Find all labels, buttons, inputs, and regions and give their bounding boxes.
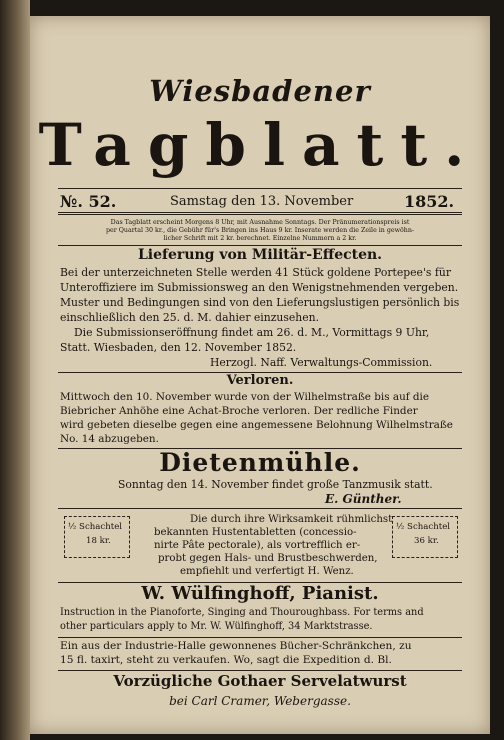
rule-dateline bbox=[58, 212, 462, 215]
newspaper-page: Wiesbadener Tagblatt. №. 52. Samstag den 13. November 1852. Das Tagblatt erscheint Morgens 8 Uhr, mit Ausnahme Sonntags. Der Pränumerationspreis ist per Quartal 30 kr., die Gebühr für's Bringen ins Haus 9 kr. Inserate werden die Zeile in gewöhn- licher Schrift mit 2 kr. berechnet. Einzelne Nummern a 2 kr. Lieferung von Militär-Effecten. Bei der unterzeichneten Stelle werden 41 Stück goldene Portepee's für Unteroffiziere im Submissionsweg an den Wenigstnehmenden vergeben. Muster und Bedingungen sind von den Lieferungslustigen persönlich bis einschließlich den 25. d. M. dahier einzusehen. Die Submissionseröffnung findet am 26. d. M., Vormittags 9 Uhr, Statt. Wiesbaden, den 12. November 1852. Herzogl. Naff. Verwaltungs-Commission. Verloren. Mittwoch den 10. November wurde von der Wilhelmstraße bis auf die Biebricher Anhöhe eine Achat-Broche verloren. Der redliche Finder wird gebeten dieselbe gegen eine angemessene Belohnung Wilhelmstraße No. 14 abzugeben. Dietenmühle. Sonntag den 14. November findet große Tanzmusik statt. E. Günther. ½ Schachtel 18 kr. Die durch ihre Wirksamkeit rühmlichst bekannten Hustentabletten (concessio- nirte Pâte pectorale), als vortrefflich er- probt gegen Hals- und Brustbeschwerden, empfiehlt und verfertigt H. Wenz. ½ Schachtel 36 kr. W. Wülfinghoff, Pianist. Instruction in the Pianoforte, Singing and Thouroughbass. For terms and other particulars apply to Mr. W. Wülfinghoff, 34 Marktstrasse. Ein aus der Industrie-Halle gewonnenes Bücher-Schränkchen, zu 15 fl. taxirt, steht zu verkaufen. Wo, sagt die Expedition d. Bl. Vorzügliche Gothaer Servelatwurst bei Carl Cramer, Webergasse. bbox=[30, 16, 490, 734]
ad-title: Lieferung von Militär-Effecten. bbox=[137, 247, 383, 263]
book-gutter bbox=[0, 0, 30, 740]
ad-signature: E. Günther. bbox=[325, 492, 402, 506]
rule-ad6 bbox=[58, 670, 462, 671]
ad-title: W. Wülfinghoff, Pianist. bbox=[141, 583, 379, 604]
ad-title: Dietenmühle. bbox=[159, 448, 361, 477]
ad-title: Vorzügliche Gothaer Servelatwurst bbox=[113, 672, 407, 690]
ad-title: Verloren. bbox=[226, 373, 294, 388]
issue-year: 1852. bbox=[404, 192, 455, 211]
issue-number: №. 52. bbox=[60, 192, 117, 211]
rule-ad5 bbox=[58, 637, 462, 638]
masthead-city: Wiesbadener bbox=[149, 74, 371, 108]
ad-signature: Herzogl. Naff. Verwaltungs-Commission. bbox=[210, 356, 433, 369]
rule-top bbox=[58, 188, 462, 189]
rule-ad3 bbox=[58, 508, 462, 509]
masthead-title: Tagblatt. bbox=[38, 111, 482, 179]
rule-notice bbox=[58, 245, 462, 246]
issue-date: Samstag den 13. November bbox=[170, 194, 354, 209]
